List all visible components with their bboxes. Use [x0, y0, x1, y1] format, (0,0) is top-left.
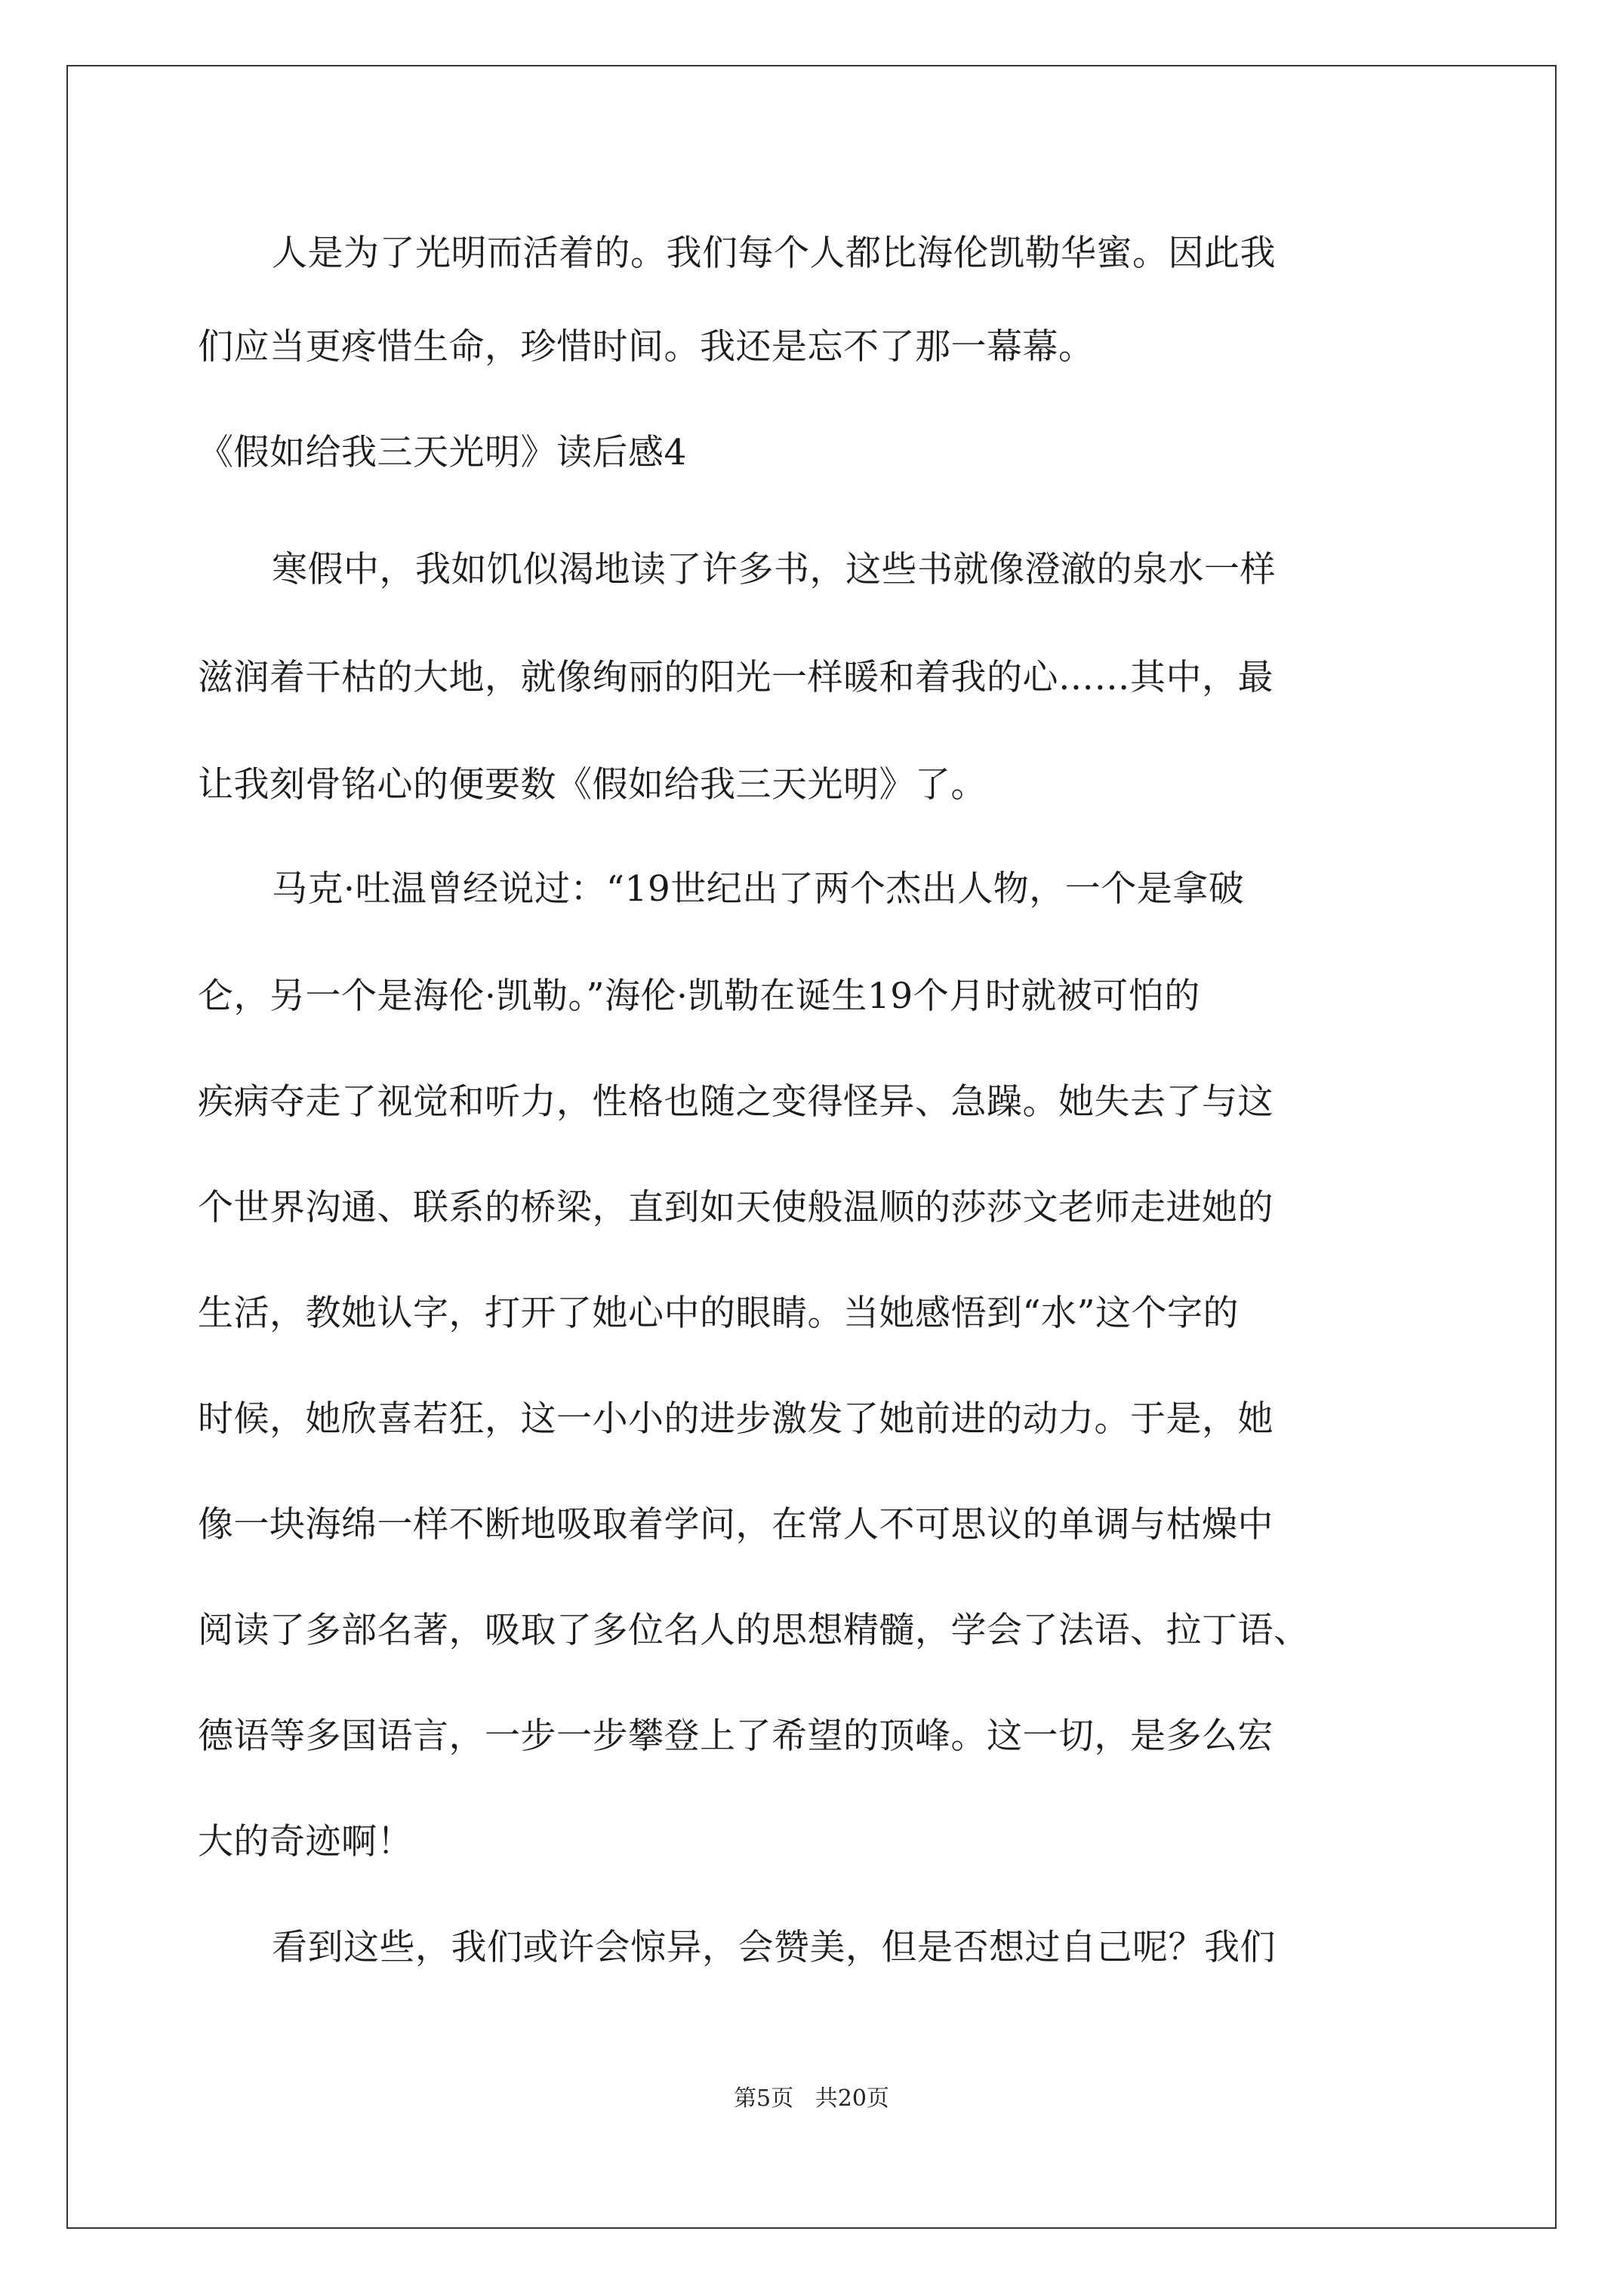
paragraph-line: 让我刻骨铭心的便要数《假如给我三天光明》了。 [198, 764, 987, 806]
paragraph-line: 们应当更疼惜生命，珍惜时间。我还是忘不了那一幕幕。 [198, 326, 1095, 368]
paragraph-line: 大的奇迹啊！ [198, 1821, 413, 1863]
paragraph-line: 生活，教她认字，打开了她心中的眼睛。当她感悟到“水”这个字的 [198, 1293, 1240, 1334]
paragraph-line: 寒假中，我如饥似渴地读了许多书，这些书就像澄澈的泉水一样 [272, 549, 1276, 590]
page-border [66, 65, 1557, 2229]
paragraph-line: 德语等多国语言，一步一步攀登上了希望的顶峰。这一切，是多么宏 [198, 1715, 1273, 1757]
paragraph-line: 像一块海绵一样不断地吸取着学问，在常人不可思议的单调与枯燥中 [198, 1504, 1273, 1546]
paragraph-line: 阅读了多部名著，吸取了多位名人的思想精髓，学会了法语、拉丁语、 [198, 1610, 1310, 1651]
page-footer: 第5页 共20页 [734, 2085, 889, 2112]
paragraph-line: 仑，另一个是海伦·凯勒。”海伦·凯勒在诞生19个月时就被可怕的 [198, 975, 1200, 1017]
paragraph-line: 看到这些，我们或许会惊异，会赞美，但是否想过自己呢？我们 [272, 1927, 1276, 1968]
paragraph-line: 疾病夺走了视觉和听力，性格也随之变得怪异、急躁。她失去了与这 [198, 1081, 1273, 1123]
paragraph-line: 马克·吐温曾经说过：“19世纪出了两个杰出人物，一个是拿破 [272, 868, 1245, 910]
paragraph-line: 滋润着干枯的大地，就像绚丽的阳光一样暖和着我的心……其中，最 [198, 657, 1273, 698]
paragraph-line: 个世界沟通、联系的桥梁，直到如天使般温顺的莎莎文老师走进她的 [198, 1187, 1273, 1228]
section-title: 《假如给我三天光明》读后感4 [198, 432, 687, 473]
paragraph-line: 时候，她欣喜若狂，这一小小的进步激发了她前进的动力。于是，她 [198, 1398, 1273, 1440]
paragraph-line: 人是为了光明而活着的。我们每个人都比海伦凯勒华蜜。因此我 [272, 233, 1276, 274]
